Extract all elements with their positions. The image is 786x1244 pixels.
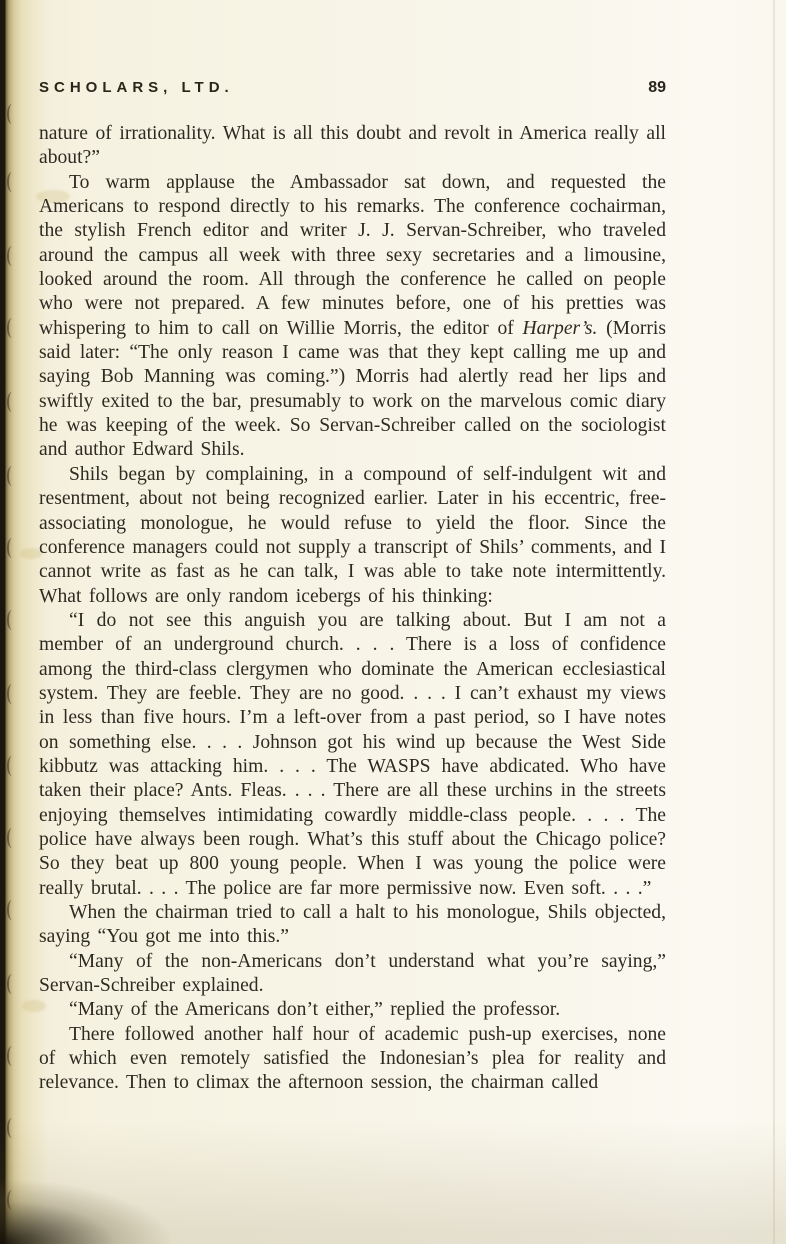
edge-nick-mark [7, 466, 17, 486]
italic-text-run: Harper’s. [522, 317, 598, 339]
edge-nick-mark [7, 828, 17, 848]
edge-nick-mark [7, 538, 17, 558]
paragraph [39, 122, 666, 171]
text-run: Shils began by complaining, in a compound of self-indulgent wit and resentment, about not being recognized earlier. Later in his eccentric, free-associating monologue, he would refuse to yield the floor. Since the conference managers could not supply a transcript of Shils’ comments, and I cannot write as fast as he can talk, I was able to take note intermittently. What follows are only random icebergs of his thinking: [39, 463, 666, 607]
text-run: (Morris said later: “The only reason I came was that they kept calling me up and saying Bob Manning was coming.”) Morris had alertly read her lips and swiftly exited to the bar, presumably to work on the marvelous comic diary he was keeping of the week. So Servan-Schreiber called on the sociologist and author Edward Shils. [39, 317, 666, 461]
text-run: To warm applause the Ambassador sat down, and requested the Americans to respond directly to his remarks. The conference cochairman, the stylish French editor and writer J. J. Servan-Schreiber, who traveled around the campus all week with three sexy secretaries and a limousine, looked around the room. All through the conference he called on people who were not prepared. A few minutes before, one of his pretties was whispering to him to call on Willie Morris, the editor of [39, 171, 666, 339]
paragraph [39, 901, 666, 950]
text-run: There followed another half hour of academic push-up exercises, none of which even remotely satisfied the Indonesian’s plea for reality and relevance. Then to climax the afternoon session, the chairman called [39, 1023, 666, 1094]
edge-nick-mark [7, 974, 17, 994]
edge-nick-mark [7, 246, 17, 266]
edge-nick-mark [7, 684, 17, 704]
page-body [39, 122, 666, 1096]
edge-nick-mark [7, 756, 17, 776]
edge-nick-mark [7, 104, 17, 124]
paragraph [39, 1023, 666, 1096]
text-run: When the chairman tried to call a halt to his monologue, Shils objected, saying “You got me into this.” [39, 902, 666, 948]
text-run: nature of irrationality. What is all this doubt and revolt in America really all about?” [39, 123, 666, 169]
paragraph [39, 998, 666, 1022]
edge-nick-mark [7, 1046, 17, 1066]
right-page-crease [773, 0, 775, 1244]
paragraph [39, 950, 666, 999]
text-run: “Many of the non-Americans don’t understand what you’re saying,” Servan-Schreiber explained. [39, 950, 666, 997]
paragraph [39, 609, 666, 901]
text-run: “I do not see this anguish you are talking about. But I am not a member of an underground church. . . . There is a loss of confidence among the third-class clergymen who dominate the American ecclesiastical system. They are feeble. They are no good. . . . I can’t exhaust my views in less than five hours. I’m a left-over from a past period, so I have notes on something else. . . . Johnson got his wind up because the West Side kibbutz was attacking him. . . . The WASPS have abdicated. Who have taken their place? Ants. Fleas. . . . There are all these urchins in the streets enjoying themselves intimidating cowardly middle-class people. . . . The police have always been rough. What’s this stuff about the Chicago police? So they beat up 800 young people. When I was young the police were really brutal. . . . The police are far more permissive now. Even soft. . . .” [39, 609, 666, 899]
text-run: “Many of the Americans don’t either,” replied the professor. [69, 999, 561, 1021]
edge-nick-mark [7, 392, 17, 412]
edge-nick-mark [7, 172, 17, 192]
edge-nick-mark [7, 610, 17, 630]
page-header [39, 79, 666, 97]
running-title: SCHOLARS, LTD. [39, 79, 234, 96]
bottom-left-corner-shadow [0, 1180, 170, 1244]
edge-nick-mark [7, 318, 17, 338]
edge-nick-mark [7, 900, 17, 920]
edge-nick-mark [7, 1118, 17, 1138]
paragraph [39, 171, 666, 463]
paragraph [39, 463, 666, 609]
page-number: 89 [648, 79, 666, 96]
